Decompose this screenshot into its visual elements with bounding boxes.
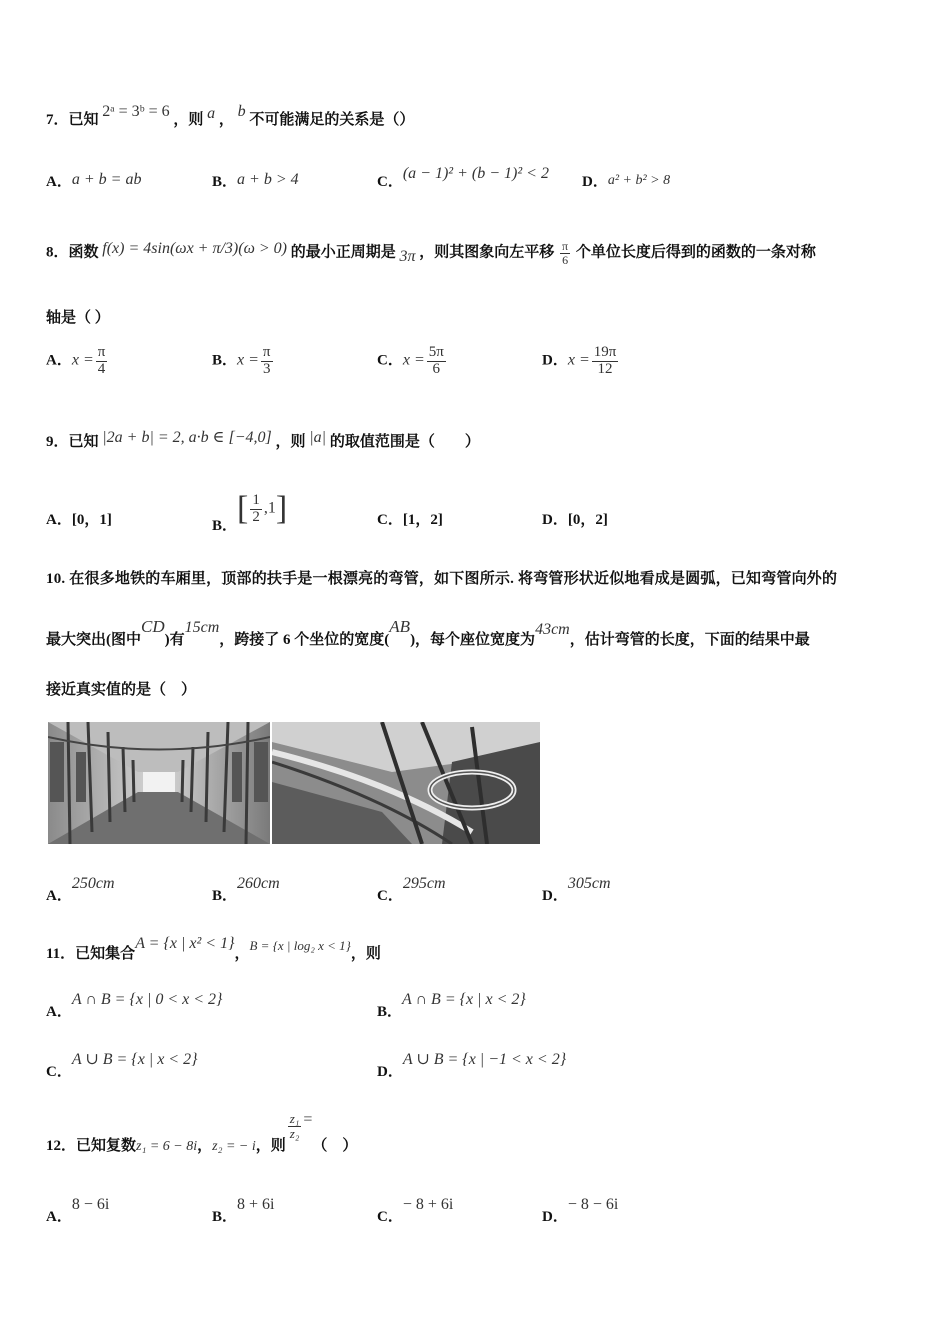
q7-var-b: b (237, 103, 246, 120)
fraction-numerator: π (262, 344, 271, 360)
fraction-numerator: 1 (252, 491, 260, 508)
option-label: D． (542, 352, 568, 369)
fraction-denominator: 6 (562, 252, 569, 267)
option-label: C． (377, 174, 403, 190)
q9-option-c (377, 508, 443, 529)
q11-option-a (46, 991, 223, 1021)
q10-line2-c: ，跨接了 6 个坐位的宽度( (219, 632, 390, 648)
option-prefix: x = (71, 351, 94, 369)
option-label: B． (377, 1004, 403, 1020)
fraction-denominator: z₂ (289, 1125, 300, 1141)
option-value: − 8 + 6i (402, 1196, 454, 1213)
q8-shift-fraction (560, 240, 570, 266)
q8-function: f(x) = 4sin(ωx + π/3)(ω > 0) (102, 239, 287, 257)
q12-option-c (377, 1196, 454, 1226)
q10-option-b (212, 875, 280, 905)
q8-mid: 的最小正周期是 (290, 244, 396, 261)
q7-option-c (377, 165, 549, 191)
q7-comma: ， (218, 112, 234, 128)
fraction-numerator: 19π (593, 344, 617, 360)
q9-abs-a: |a| (309, 429, 327, 446)
q10-ab: AB (389, 617, 411, 636)
q7-condition: 2ᵃ = 3ᵇ = 6 (102, 103, 170, 120)
option-prefix: x = (237, 351, 259, 369)
q10-cd: CD (141, 617, 165, 636)
q12-prefix: 12．已知复数 (46, 1137, 137, 1154)
q12-mid: ，则 (255, 1137, 286, 1154)
bracket-left: [ (237, 490, 249, 527)
q10-line2-d: )，每个座位宽度为 (410, 632, 536, 648)
q8-option-b (212, 345, 275, 378)
subway-handrail-photo-right (272, 722, 540, 844)
option-fraction (96, 345, 108, 378)
q10-line2-a: 最大突出(图中 (46, 632, 141, 648)
option-math: a² + b² > 8 (607, 173, 671, 188)
q11-set-a: A = {x | x² < 1} (135, 935, 235, 952)
q12-z2: z₂ = − i (212, 1138, 256, 1154)
option-label: B． (212, 352, 238, 369)
q12-option-b (212, 1196, 275, 1226)
option-label: B． (212, 518, 238, 535)
option-value: 305cm (567, 875, 611, 892)
option-prefix: x = (402, 351, 425, 369)
option-prefix: x = (567, 351, 590, 369)
option-label: D． (542, 512, 568, 528)
q8-suffix: 个单位长度后得到的函数的一条对称 (575, 244, 816, 261)
q9-option-d (542, 508, 608, 529)
option-label: D． (542, 1209, 568, 1225)
option-label: A． (46, 1004, 72, 1020)
option-math: A ∩ B = {x | x < 2} (402, 991, 526, 1008)
q9-option-b (212, 490, 288, 535)
q11-suffix: ，则 (350, 946, 381, 962)
q7-prefix: 7．已知 (46, 112, 99, 128)
option-value: 250cm (71, 875, 115, 892)
option-fraction (261, 345, 273, 378)
q12-suffix: （ ） (312, 1137, 358, 1154)
q11-stem (46, 935, 381, 963)
option-value: [0，1] (71, 512, 112, 528)
option-math: (a − 1)² + (b − 1)² < 2 (402, 165, 549, 182)
option-math: A ∩ B = {x | 0 < x < 2} (71, 991, 223, 1008)
q12-equals: = (303, 1110, 313, 1128)
q7-mid: ，则 (173, 112, 204, 128)
fraction-numerator: π (97, 344, 106, 360)
option-label: C． (377, 352, 403, 369)
q10-option-a (46, 875, 115, 905)
option-fraction (592, 345, 619, 378)
q7-option-d (582, 170, 670, 191)
option-value: [1，2] (402, 512, 443, 528)
q8-stem-line2: 轴是（ ） (46, 310, 110, 326)
q9-suffix: 的取值范围是（ ） (329, 434, 480, 450)
fraction-numerator: 5π (428, 344, 444, 360)
q11-comma: ， (234, 946, 250, 962)
option-fraction (250, 493, 262, 526)
option-label: B． (212, 888, 238, 904)
fraction-denominator: 2 (252, 508, 260, 525)
q11-set-b: B = {x | log₂ x < 1} (249, 938, 351, 953)
fraction-denominator: 6 (432, 360, 441, 377)
option-label: A． (46, 352, 72, 369)
option-label: B． (212, 174, 238, 190)
q7-var-a: a (207, 105, 216, 122)
option-math: A ∪ B = {x | x < 2} (71, 1051, 198, 1068)
fraction-numerator: π (562, 239, 569, 253)
option-value: − 8 − 6i (567, 1196, 619, 1213)
subway-car-photo-left (48, 722, 270, 844)
q12-option-d (542, 1196, 619, 1226)
q8-option-d (542, 345, 620, 378)
option-tail: ,1 (263, 499, 276, 517)
q11-option-b (377, 991, 526, 1021)
q7-option-b (212, 170, 299, 191)
q11-option-c (46, 1051, 198, 1081)
option-label: B． (212, 1209, 238, 1225)
q12-z1: z₁ = 6 − 8i (136, 1138, 198, 1154)
q8-mid2: ，则其图象向左平移 (419, 244, 555, 261)
q10-line2 (46, 617, 810, 649)
q11-option-d (377, 1051, 567, 1081)
q12-fraction (288, 1112, 302, 1140)
q11-prefix: 11．已知集合 (46, 946, 136, 962)
q7-stem (46, 103, 415, 129)
q9-mid: ，则 (275, 434, 306, 450)
q7-suffix: 不可能满足的关系是（） (249, 112, 415, 128)
option-label: D． (377, 1064, 403, 1080)
q10-line3: 接近真实值的是（ ） (46, 682, 197, 698)
q8-period: 3π (399, 247, 416, 265)
option-value: 8 + 6i (237, 1196, 275, 1213)
option-label: A． (46, 1209, 72, 1225)
option-label: C． (46, 1064, 72, 1080)
fraction-denominator: 3 (262, 360, 271, 377)
fraction-numerator: z₁ (289, 1111, 300, 1126)
q9-option-a (46, 508, 112, 529)
q12-comma: ， (197, 1137, 213, 1154)
q12-option-a (46, 1196, 110, 1226)
q8-stem (46, 240, 816, 266)
q9-condition: |2a + b| = 2, a·b ∈ [−4,0] (102, 429, 272, 446)
q8-option-a (46, 345, 109, 378)
option-label: A． (46, 888, 72, 904)
option-math: A ∪ B = {x | −1 < x < 2} (402, 1051, 567, 1068)
q7-option-a (46, 170, 141, 191)
q9-stem (46, 430, 480, 451)
q10-line2-e: ，估计弯管的长度，下面的结果中最 (569, 632, 810, 648)
q8-option-c (377, 345, 448, 378)
q8-prefix: 8．函数 (46, 244, 99, 261)
option-math: a + b > 4 (237, 171, 299, 188)
q10-option-d (542, 875, 611, 905)
option-value: 8 − 6i (71, 1196, 110, 1213)
q10-seat-width: 43cm (535, 621, 570, 638)
option-label: C． (377, 512, 403, 528)
q9-prefix: 9．已知 (46, 434, 99, 450)
option-label: A． (46, 512, 72, 528)
fraction-denominator: 12 (597, 360, 613, 377)
option-value: 260cm (237, 875, 280, 892)
option-fraction (427, 345, 446, 378)
q10-option-c (377, 875, 446, 905)
option-value: 295cm (402, 875, 446, 892)
q10-line2-b: )有 (164, 632, 185, 648)
fraction-denominator: 4 (97, 360, 106, 377)
bracket-right: ] (275, 490, 288, 527)
q10-line1: 10. 在很多地铁的车厢里，顶部的扶手是一根漂亮的弯管，如下图所示. 将弯管形状近似地看成是圆弧，已知弯管向外的 (46, 571, 838, 587)
option-label: A． (46, 174, 72, 190)
option-label: C． (377, 888, 403, 904)
option-value: [0，2] (567, 512, 608, 528)
q12-stem (46, 1110, 358, 1154)
q10-cd-value: 15cm (184, 619, 220, 636)
option-label: D． (542, 888, 568, 904)
option-label: D． (582, 174, 608, 190)
option-label: C． (377, 1209, 403, 1225)
option-math: a + b = ab (71, 171, 142, 188)
